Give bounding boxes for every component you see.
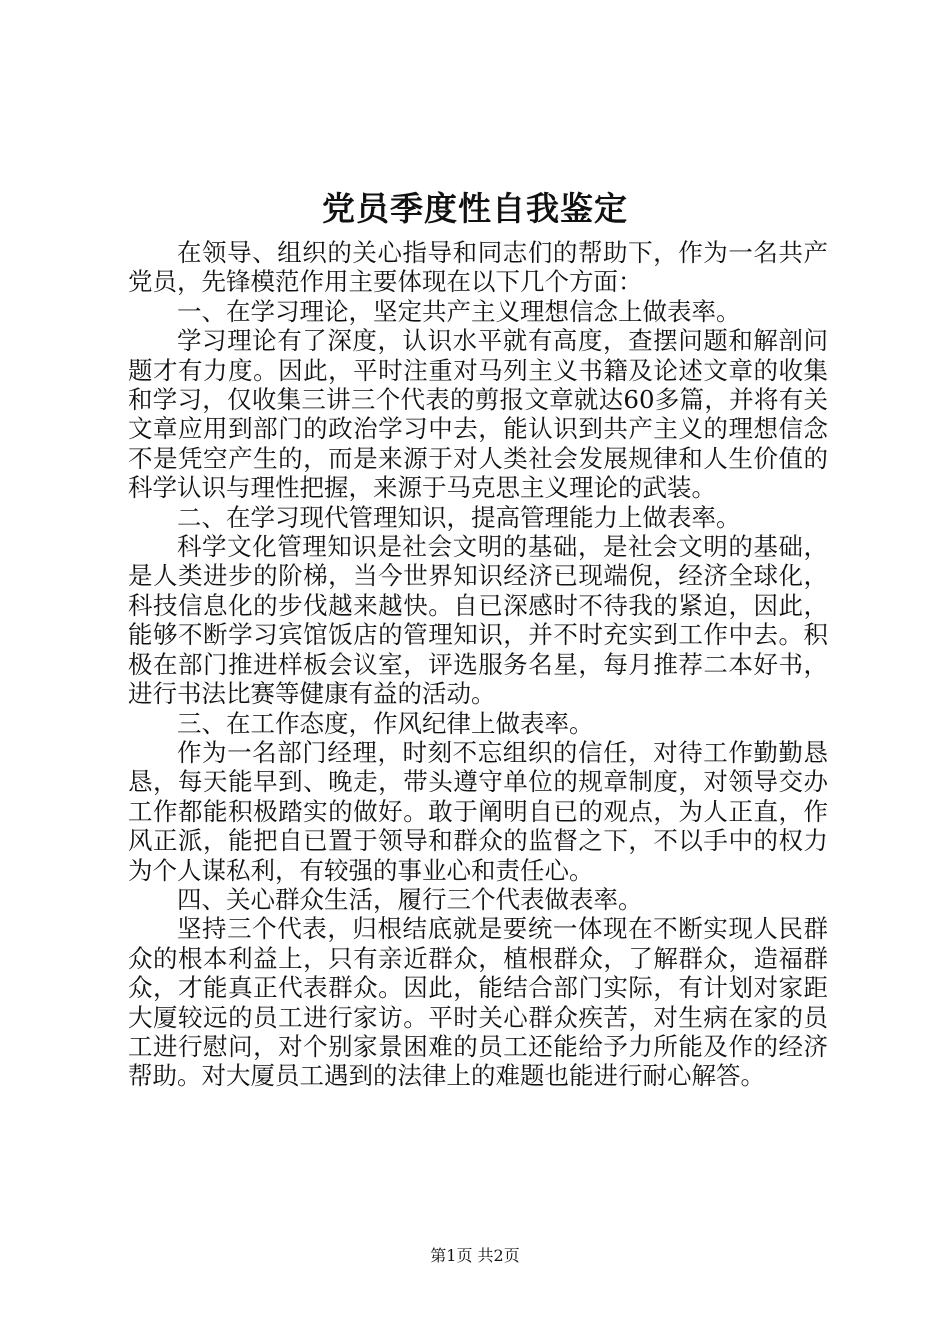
section-heading-3: 三、在工作态度，作风纪律上做表率。: [177, 708, 594, 738]
intro-paragraph: 在领导、组织的关心指导和同志们的帮助下，作为一名共产党员，先锋模范作用主要体现在以下几个方面：: [128, 238, 828, 297]
section-body-1: 学习理论有了深度，认识水平就有高度，查摆问题和解剖问题才有力度。因此，平时注重对马列主义书籍及论述文章的收集和学习，仅收集三讲三个代表的剪报文章就达60多篇，并将有关文章应用到部门的政治学习中去，能认识到共产主义的理想信念不是凭空产生的，而是来源于对人类社会发展规律和人生价值的科学认识与理性把握，来源于马克思主义理论的武装。: [128, 326, 828, 503]
section-body-4: 坚持三个代表，归根结底就是要统一体现在不断实现人民群众的根本利益上，只有亲近群众，植根群众，了解群众，造福群众，才能真正代表群众。因此，能结合部门实际，有计划对家距大厦较远的员工进行家访。平时关心群众疾苦，对生病在家的员工进行慰问，对个别家景困难的员工还能给予力所能及作的经济帮助。对大厦员工遇到的法律上的难题也能进行耐心解答。: [128, 914, 828, 1091]
document-title: 党员季度性自我鉴定: [322, 189, 628, 228]
page-number-footer: 第1页 共2页: [430, 1246, 520, 1265]
section-body-2: 科学文化管理知识是社会文明的基础，是社会文明的基础，是人类进步的阶梯，当今世界知识经济已现端倪，经济全球化，科技信息化的步伐越来越快。自已深感时不待我的紧迫，因此，能够不断学习宾馆饭店的管理知识，并不时充实到工作中去。积极在部门推进样板会议室，评选服务名星，每月推荐二本好书，进行书法比赛等健康有益的活动。: [128, 532, 828, 709]
section-heading-2: 二、在学习现代管理知识，提高管理能力上做表率。: [177, 502, 741, 532]
section-body-3: 作为一名部门经理，时刻不忘组织的信任，对待工作勤勤恳恳，每天能早到、晚走，带头遵守单位的规章制度，对领导交办工作都能积极踏实的做好。敢于阐明自已的观点，为人正直，作风正派，能把自已置于领导和群众的监督之下，不以手中的权力为个人谋私利，有较强的事业心和责任心。: [128, 737, 828, 885]
section-heading-4: 四、关心群众生活，履行三个代表做表率。: [177, 884, 643, 914]
document-body: [128, 238, 828, 1091]
section-heading-1: 一、在学习理论，坚定共产主义理想信念上做表率。: [177, 296, 741, 326]
